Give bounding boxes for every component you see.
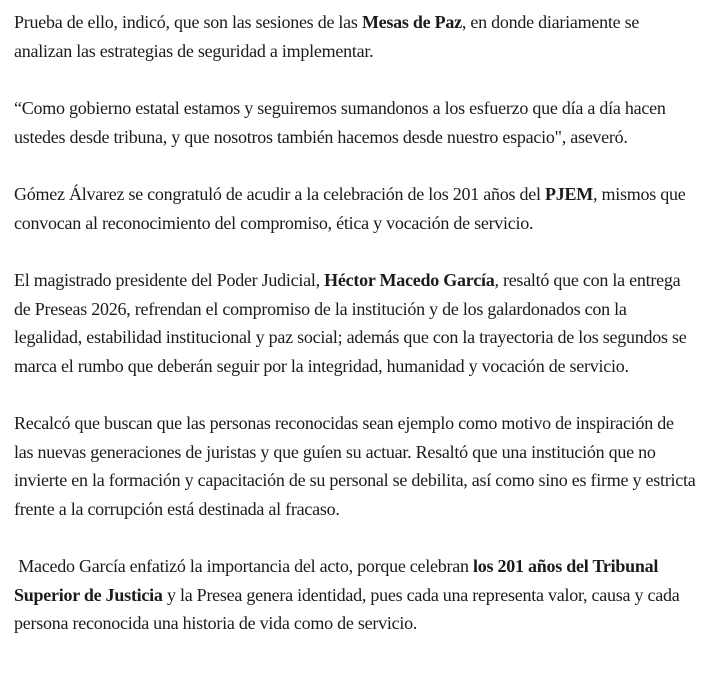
text-segment: Gómez Álvarez se congratuló de acudir a la celebración de los 201 años del [14,184,546,204]
bold-text: PJEM [545,184,594,204]
text-segment: , resaltó que con la entrega de Preseas 2026, refrendan el compromiso de la institución y de los galardonados con la legalidad, estabilidad institucional y paz social; además que con la trayectoria de los segundos se marca el rumbo que deberán seguir por la integridad, humanidad y vocación de servicio. [14,270,691,376]
paragraph [14,180,697,237]
text-segment: , en donde diariamente se analizan las estrategias de seguridad a implementar. [14,12,644,61]
text-segment: Recalcó que buscan que las personas reconocidas sean ejemplo como motivo de inspiración de las nuevas generaciones de juristas y que guíen su actuar. Resaltó que una institución que no invierte en la formación y capacitación de su personal se debilita, así como sino es firme y estricta frente a la corrupción está destinada al fracaso. [14,413,700,519]
bold-text: los 201 años del Tribunal Superior de Justicia [14,556,663,605]
bold-text: Héctor Macedo García [324,270,495,290]
paragraph [14,409,700,523]
paragraph [14,8,697,65]
paragraph [14,552,697,638]
text-segment: , mismos que convocan al reconocimiento del compromiso, ética y vocación de servicio. [14,184,690,233]
paragraph [14,94,697,151]
text-segment: Macedo García enfatizó la importancia del acto, porque celebran [14,556,474,576]
text-segment: y la Presea genera identidad, pues cada una representa valor, causa y cada persona reconocida una historia de vida como de servicio. [14,584,684,633]
text-segment: “Como gobierno estatal estamos y seguiremos sumandonos a los esfuerzo que día a día hacen ustedes desde tribuna, y que nosotros también hacemos desde nuestro espacio", aseveró. [14,98,670,147]
text-segment: El magistrado presidente del Poder Judicial, [14,270,325,290]
text-segment: Prueba de ello, indicó, que son las sesiones de las [14,12,362,32]
bold-text: Mesas de Paz [361,12,462,32]
paragraph [14,266,697,380]
